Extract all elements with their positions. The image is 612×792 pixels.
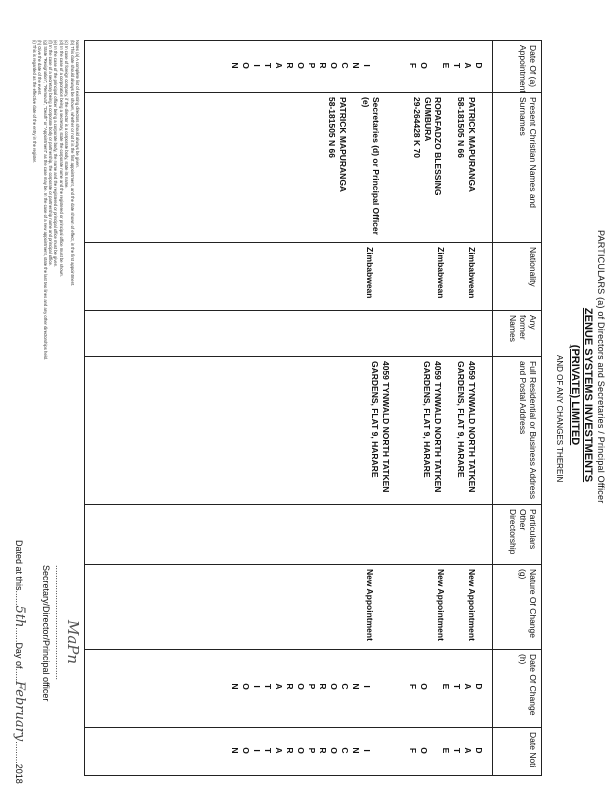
- header-nationality: Nationality: [493, 243, 542, 311]
- names-cell: [85, 93, 493, 243]
- nature-change-cell: [85, 565, 493, 650]
- header-address: Full Residential or Business Address and Postal Address: [493, 357, 542, 505]
- note-line: (i) This is regarded as the effective date of the entry in the register.: [31, 40, 37, 163]
- director-2-name: ROPAFADZO BLESSING GUMBURA: [423, 97, 443, 196]
- incorporation-stamp-top: DATE OF: [407, 681, 484, 692]
- dated-day-label: Day of: [14, 642, 24, 669]
- date-appointment-cell: [85, 41, 493, 93]
- director-1-address-line2: GARDENS, FLAT 9, HARARE: [456, 361, 466, 478]
- form-title: PARTICULARS (a) of Directors and Secretaries / Principal Officer: [596, 230, 606, 504]
- director-1-change: New Appointment: [467, 569, 477, 641]
- note-line: (c) In case of foreign company, if the director is a corporate body, state its name.: [64, 40, 70, 189]
- secretary-nationality: Zimbabwean: [365, 247, 375, 299]
- note-line: (f) In the case of a secretary being a corporate body or partnership, the corporate or partnership name and principal office.: [47, 40, 53, 266]
- secretary-address-line1: 4059 TYNWALD NORTH TATKEN: [381, 361, 391, 493]
- header-nature-change: Nature Of Change (g): [493, 565, 542, 650]
- table-row: [85, 41, 493, 776]
- header-other-directorship: Particulars Other Directorship: [493, 505, 542, 565]
- director-1-name: PATRICK MAPURANGA: [467, 97, 477, 193]
- director-1-nationality: Zimbabwean: [467, 247, 477, 299]
- note-line: (h) Give the date of the event.: [37, 40, 43, 96]
- header-date-notified: Date Noti: [493, 728, 542, 776]
- table-header-row: [493, 41, 542, 776]
- incorporation-stamp-bottom: INCORPORATION: [229, 681, 372, 692]
- note-line: (d) In the case of a corporation being a secretary, state the corporate name and the registered or principal office must be shown.: [58, 40, 64, 278]
- company-name-line2: (PRIVATE) LIMITED: [569, 344, 581, 446]
- signature-scribble: MaPn: [64, 620, 82, 665]
- address-cell: [85, 357, 493, 505]
- director-2-address-line2: GARDENS, FLAT 9, HARARE: [422, 361, 432, 478]
- other-directorship-cell: [85, 505, 493, 565]
- dated-prefix: Dated at this: [14, 540, 24, 591]
- secretary-address-line2: GARDENS, FLAT 9, HARARE: [370, 361, 380, 478]
- incorporation-stamp-top: DATE OF: [407, 745, 484, 756]
- header-date-change: Date Of Change (h): [493, 650, 542, 728]
- secretary-name: PATRICK MAPURANGA: [338, 97, 348, 193]
- incorporation-stamp-bottom: INCORPORATION: [229, 60, 372, 71]
- incorporation-stamp-top: DATE OF: [407, 60, 484, 71]
- nationality-cell: [85, 243, 493, 311]
- header-former-names: Any former Names: [493, 311, 542, 357]
- header-names: Present Christian Names and Surnames: [493, 93, 542, 243]
- former-names-cell: [85, 311, 493, 357]
- director-1-address-line1: 4059 TYNWALD NORTH TATKEN: [467, 361, 477, 493]
- company-name-line1: ZENUE SYSTEMS INVESTMENTS: [582, 307, 594, 483]
- director-2-change: New Appointment: [436, 569, 446, 641]
- director-2-address-line1: 4059 TYNWALD NORTH TATKEN: [433, 361, 443, 493]
- note-line: (g) State "Resignation", "Removal", "Death" or "Appointment" as the case may be. In the case of a new appointment, state the last two lines and any other directorships held.: [42, 40, 48, 361]
- note-line: Notes (a) A complete list of existing directors should always be given.: [75, 40, 80, 169]
- secretary-change: New Appointment: [365, 569, 375, 641]
- notes-block: [31, 40, 80, 430]
- date-notified-cell: [85, 728, 493, 776]
- director-2-nationality: Zimbabwean: [436, 247, 446, 299]
- secretary-heading: Secretaries (d) or Principal Officer (e): [361, 97, 381, 235]
- register-table: [84, 40, 542, 776]
- note-line: (e) In the case of the principal officer being a corporate body, the name and the registered or principal office must be given.: [53, 40, 59, 268]
- director-2-id: 29-264428 K 70: [412, 97, 422, 158]
- dated-line: Dated at this......5th......Day of.....February.........2018: [12, 540, 27, 784]
- dated-year: 2018: [14, 763, 24, 784]
- signature-dots: ..............................................: [54, 565, 64, 681]
- date-change-cell: [85, 650, 493, 728]
- secretary-id: 58-181505 N 66: [327, 97, 337, 158]
- note-line: (b) This date should always be shown, whether or not it is the first appointment, and the date shown of effect, in the first appointment.: [69, 40, 75, 287]
- incorporation-stamp-bottom: INCORPORATION: [229, 745, 372, 756]
- dated-day: 5th: [12, 605, 27, 628]
- form-subtitle: AND OF ANY CHANGES THEREIN: [555, 355, 564, 483]
- dated-month: February: [12, 680, 27, 742]
- header-date-appointment: Date Of (a) Appointment: [493, 41, 542, 93]
- director-1-id: 58-181505 N 66: [456, 97, 466, 158]
- signatory-title: Secretary/Director/Principal officer: [41, 565, 51, 702]
